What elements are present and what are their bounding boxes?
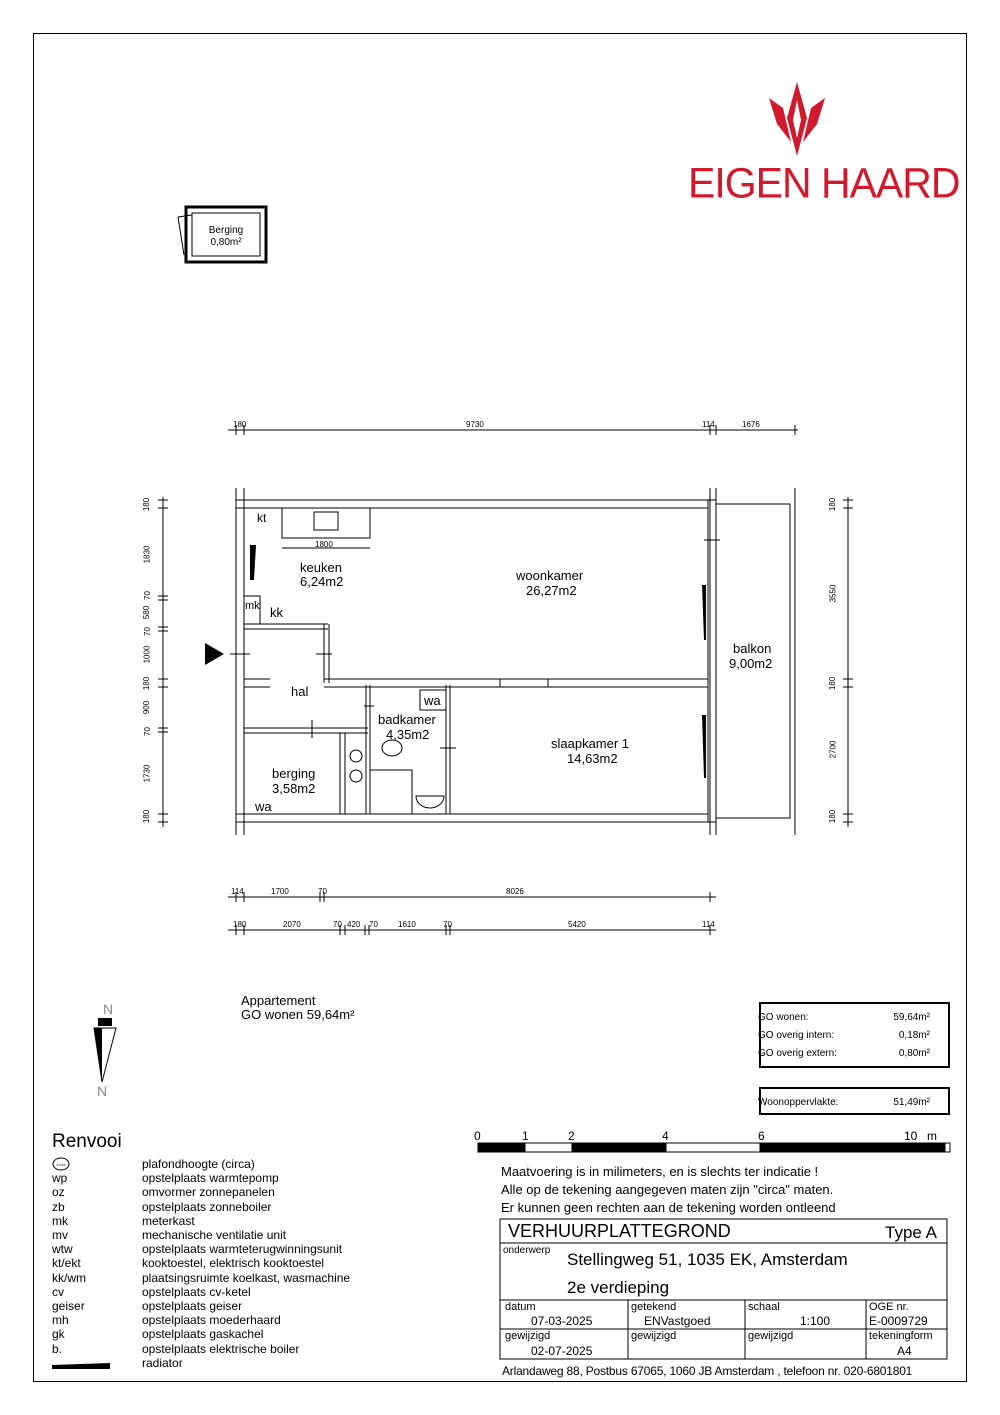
datum-label: datum (505, 1301, 536, 1313)
room-berging-name: berging (272, 766, 316, 781)
renvoi-desc: opstelplaats zonneboiler (142, 1199, 272, 1214)
dim-bottom2-3: 70 (333, 920, 342, 929)
dim-right-3: 180 (828, 676, 838, 691)
scale-label-4: 4 (662, 1129, 669, 1143)
renvoi-desc: opstelplaats gaskachel (142, 1327, 264, 1342)
renvoi-code: mv (52, 1228, 68, 1242)
dim-bottom2-2: 2070 (283, 920, 301, 929)
dim-top-2: 9730 (466, 420, 484, 429)
renvoi-code: zb (52, 1199, 65, 1214)
area-row: GO overig extern: 0,80m² (758, 1048, 930, 1059)
room-mk: mk (245, 600, 260, 612)
dim-bottom2-7: 70 (443, 920, 452, 929)
dim-left-7: 180 (142, 676, 152, 691)
dim-right-2: 3550 (828, 584, 838, 603)
renvoi-code: geiser (52, 1299, 85, 1313)
dim-bottom1-1: 114 (231, 887, 244, 896)
renvoi-code: wp (52, 1171, 68, 1186)
renvoi-desc: opstelplaats geiser (142, 1299, 243, 1313)
renvoi-code: kk/wm (52, 1270, 86, 1285)
room-slaapkamer-area: 14,63m2 (567, 751, 618, 766)
counter-dim: 1800 (315, 540, 333, 549)
schaal-value: 1:100 (800, 1314, 831, 1328)
tekeningform-label: tekeningform (869, 1330, 933, 1342)
scale-label-6: 6 (758, 1129, 765, 1143)
svg-text:x.xxx: x.xxx (56, 1162, 66, 1167)
scale-label-0: 0 (474, 1129, 481, 1143)
logo-wordmark: EIGEN HAARD (688, 158, 960, 208)
dim-left-4: 580 (142, 605, 152, 620)
storage-box-label: Berging (208, 225, 244, 236)
dim-bottom2-4: 420 (347, 920, 361, 929)
titleblock-floor: 2e verdieping (567, 1278, 670, 1297)
dim-right-5: 180 (828, 809, 838, 824)
titleblock-title: VERHUURPLATTEGROND (508, 1221, 731, 1241)
room-keuken-name: keuken (300, 560, 342, 575)
room-badkamer-area: 4,35m2 (386, 727, 430, 742)
area-row: GO wonen: 59,64m² (758, 1012, 930, 1023)
renvoi-desc: meterkast (142, 1213, 195, 1228)
dim-left-6: 1000 (142, 645, 152, 664)
schaal-label: schaal (748, 1301, 780, 1313)
gewijzigd2-label: gewijzigd (631, 1330, 677, 1342)
oge-value: E-0009729 (869, 1314, 928, 1328)
dim-top-3: 114 (702, 420, 715, 429)
renvoi-code: cv (52, 1284, 64, 1299)
compass-n-bottom: N (97, 1083, 108, 1099)
room-woonkamer-name: woonkamer (516, 568, 584, 583)
room-wa-berging: wa (255, 799, 272, 814)
room-badkamer-name: badkamer (378, 712, 436, 727)
room-woonkamer-area: 26,27m2 (526, 583, 577, 598)
compass-n-top: N (103, 1001, 114, 1017)
gewijzigd-label: gewijzigd (505, 1330, 551, 1342)
dim-right-4: 2700 (828, 740, 838, 759)
note-2: Alle op de tekening aangegeven maten zijn "circa" maten. (501, 1182, 834, 1197)
renvoi-desc: opstelplaats cv-ketel (142, 1284, 251, 1299)
renvoi-desc: plaatsingsruimte koelkast, wasmachine (142, 1270, 351, 1285)
onderwerp-label: onderwerp (503, 1245, 551, 1256)
renvoi-code: wtw (52, 1242, 73, 1257)
scale-label-10: 10 (904, 1129, 918, 1143)
dim-left-5: 70 (142, 627, 152, 636)
dim-bottom2-5: 70 (369, 920, 378, 929)
room-kk: kk (270, 605, 283, 620)
getekend-value: ENVastgoed (644, 1314, 711, 1328)
renvoi-desc: opstelplaats warmtepomp (142, 1171, 279, 1186)
renvoi-desc: opstelplaats moederhaard (142, 1313, 281, 1328)
renvoi-code: gk (52, 1327, 65, 1342)
renvoi-title: Renvooi (52, 1131, 122, 1152)
dim-bottom1-2: 1700 (271, 887, 289, 896)
renvoi-code: mh (52, 1313, 69, 1328)
gewijzigd-value: 02-07-2025 (531, 1344, 593, 1358)
room-kt: kt (257, 511, 267, 525)
renvoi-desc: mechanische ventilatie unit (142, 1228, 287, 1242)
dim-bottom2-1: 180 (233, 920, 247, 929)
room-wa-bath: wa (424, 693, 441, 708)
scale-unit: m (927, 1129, 937, 1143)
dim-left-9: 70 (142, 727, 152, 736)
dim-bottom2-9: 114 (702, 920, 715, 929)
scale-label-1: 1 (522, 1129, 529, 1143)
titleblock-type: Type A (885, 1223, 937, 1242)
dim-left-11: 180 (142, 809, 152, 824)
renvoi-code: mk (52, 1213, 68, 1228)
room-berging-area: 3,58m2 (272, 781, 316, 796)
apartment-label: Appartement (241, 993, 316, 1008)
titleblock-footer: Arlandaweg 88, Postbus 67065, 1060 JB Amsterdam , telefoon nr. 020-6801801 (502, 1364, 913, 1378)
room-balkon-name: balkon (733, 641, 772, 656)
woonopp-row: Woonoppervlakte: 51,49m² (758, 1097, 930, 1108)
scale-label-2: 2 (568, 1129, 575, 1143)
dim-bottom2-6: 1610 (398, 920, 416, 929)
dim-left-3: 70 (142, 591, 152, 600)
note-1: Maatvoering is in milimeters, en is slechts ter indicatie ! (501, 1164, 819, 1179)
renvoi-code: oz (52, 1185, 65, 1200)
renvoi-desc: opstelplaats elektrische boiler (142, 1341, 300, 1356)
renvoi-desc: kooktoestel, elektrisch kooktoestel (142, 1256, 325, 1271)
dim-bottom1-3: 70 (318, 887, 327, 896)
dim-left-1: 180 (142, 497, 152, 512)
renvoi-code: b. (52, 1341, 63, 1356)
dim-bottom2-8: 5420 (568, 920, 586, 929)
dim-right-1: 180 (828, 497, 838, 512)
storage-box-area: 0,80m² (210, 237, 242, 248)
renvoi-desc: omvormer zonnepanelen (142, 1185, 275, 1200)
renvoi-desc: opstelplaats warmteterugwinningsunit (142, 1242, 343, 1257)
dim-bottom1-4: 8026 (506, 887, 524, 896)
room-keuken-area: 6,24m2 (300, 574, 344, 589)
dim-left-8: 900 (142, 700, 152, 715)
area-row: GO overig intern: 0,18m² (758, 1030, 930, 1041)
renvoi-desc: radiator (142, 1355, 183, 1370)
getekend-label: getekend (631, 1301, 677, 1313)
dim-top-4: 1676 (742, 420, 760, 429)
renvoi-code: kt/ekt (52, 1256, 81, 1271)
gewijzigd3-label: gewijzigd (748, 1330, 794, 1342)
tekeningform-value: A4 (897, 1344, 912, 1358)
dim-top-1: 180 (233, 420, 247, 429)
renvoi-desc: plafondhoogte (circa) (142, 1157, 255, 1171)
dim-left-10: 1730 (142, 764, 152, 783)
dim-left-2: 1830 (142, 545, 152, 564)
room-hal: hal (291, 684, 309, 699)
datum-value: 07-03-2025 (531, 1314, 593, 1328)
note-3: Er kunnen geen rechten aan de tekening worden ontleend (501, 1200, 836, 1215)
oge-label: OGE nr. (869, 1301, 909, 1313)
room-balkon-area: 9,00m2 (729, 656, 773, 671)
room-slaapkamer-name: slaapkamer 1 (551, 736, 630, 751)
titleblock-address: Stellingweg 51, 1035 EK, Amsterdam (567, 1250, 848, 1269)
apartment-area: GO wonen 59,64m² (241, 1007, 355, 1022)
